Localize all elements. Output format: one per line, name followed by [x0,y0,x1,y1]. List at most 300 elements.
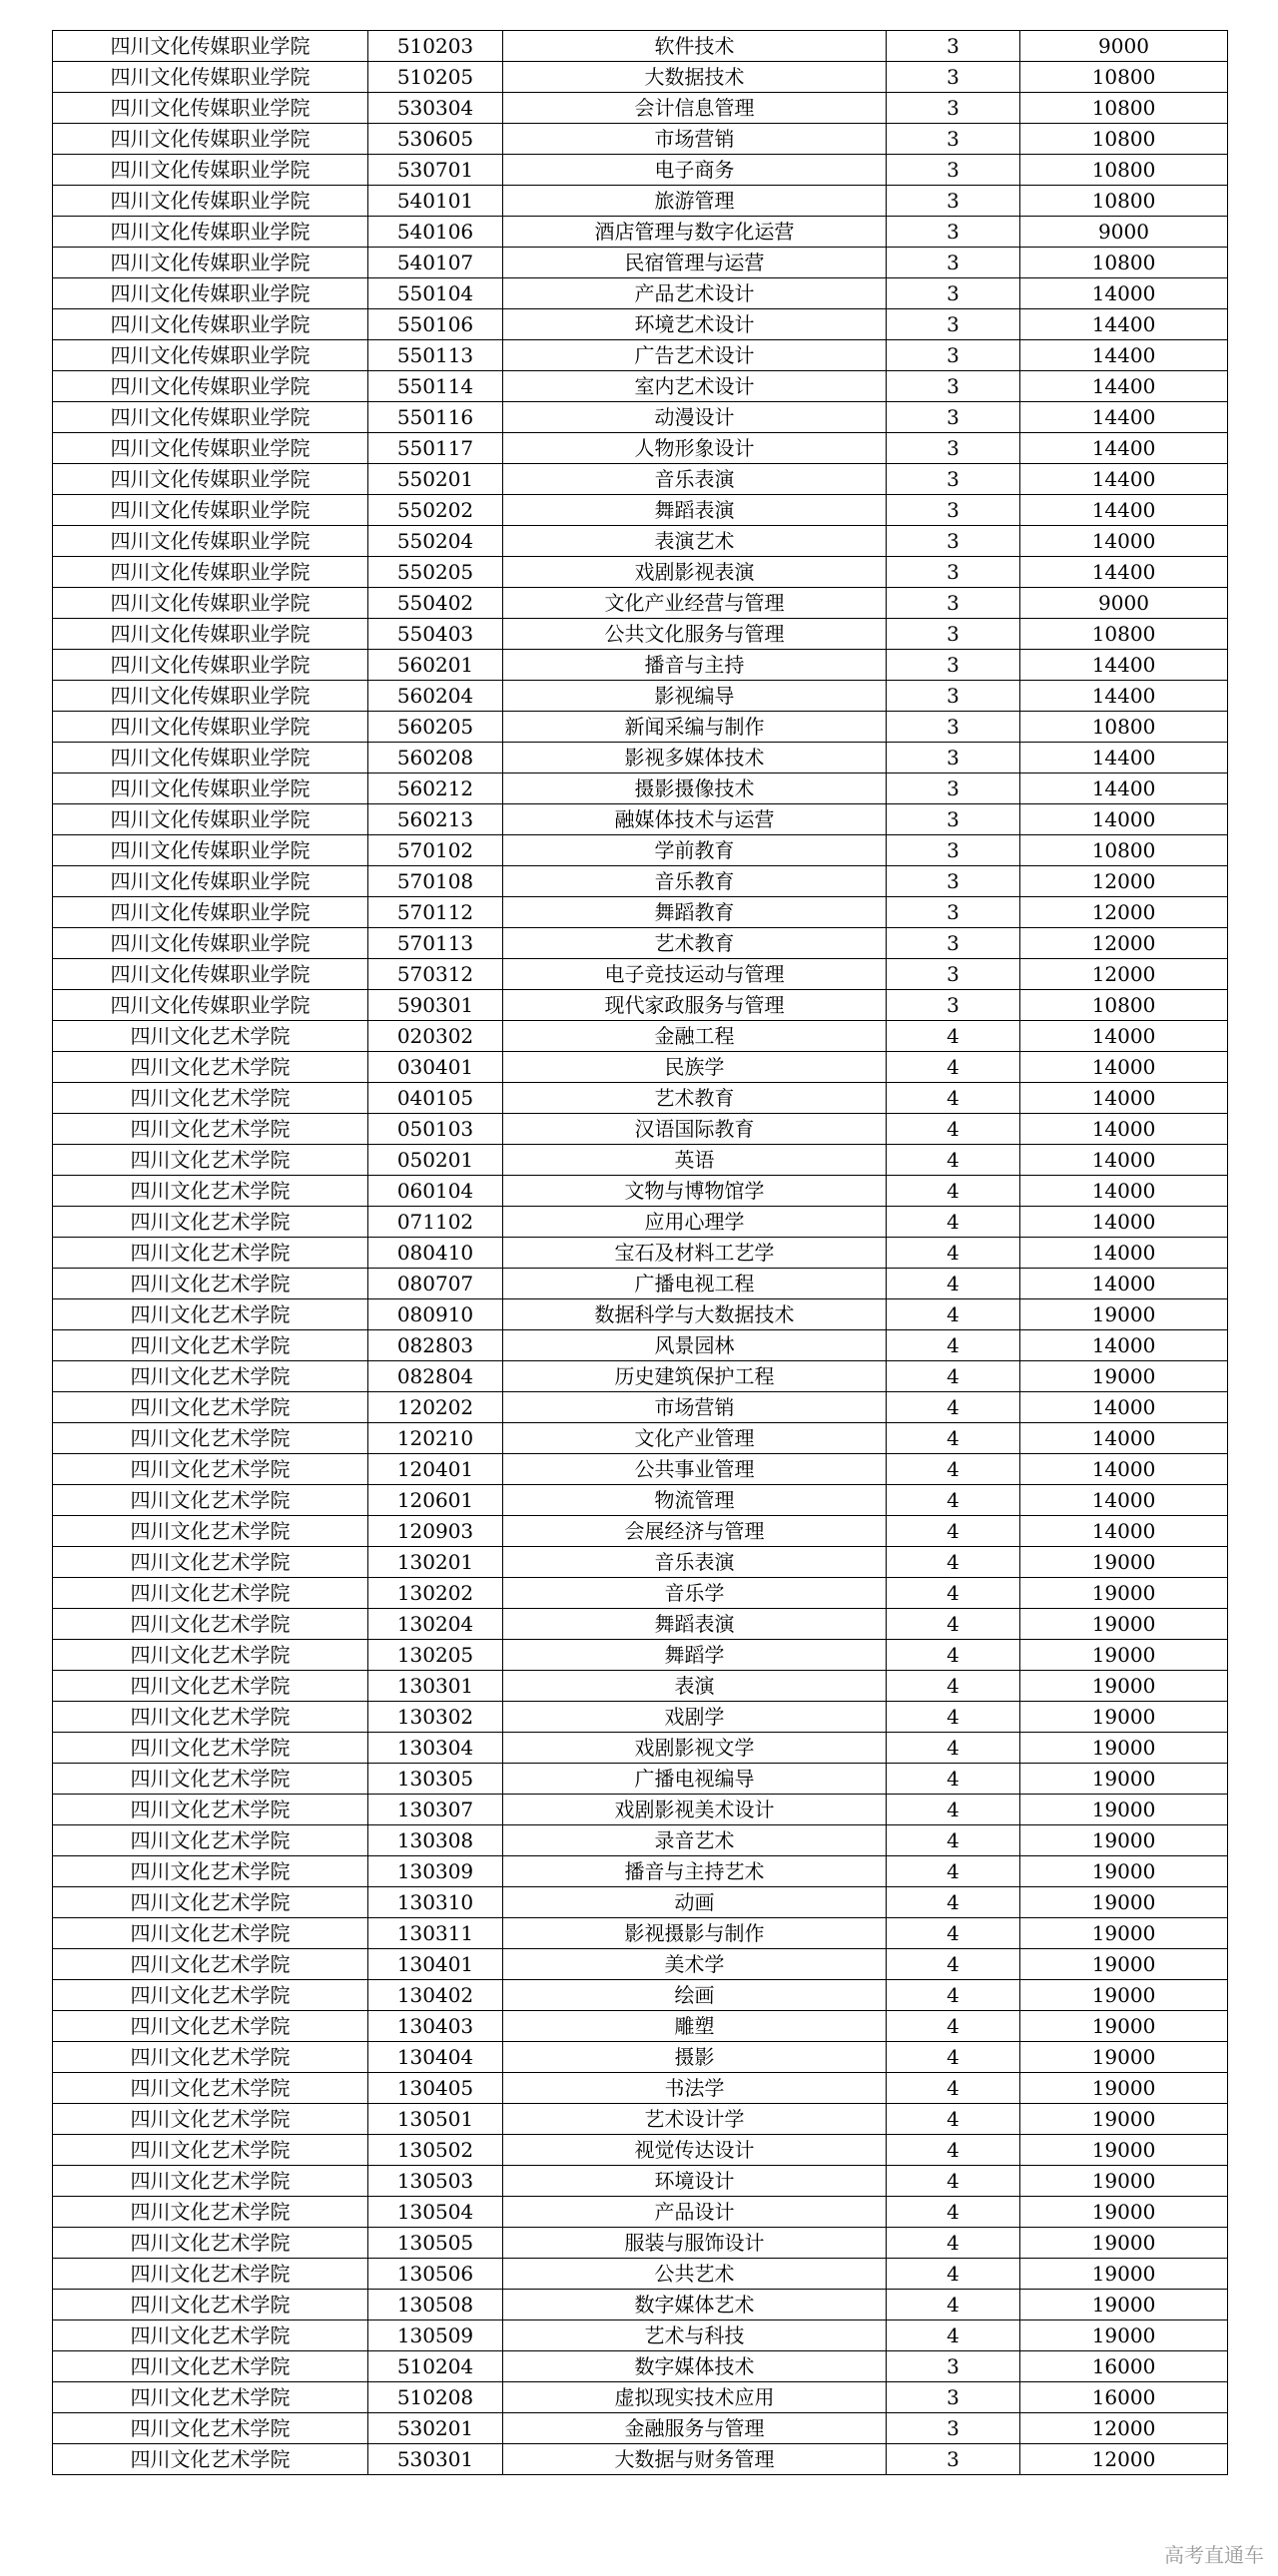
major-code-cell: 550201 [368,464,503,495]
duration-cell: 4 [887,1269,1020,1299]
major-name-cell: 舞蹈教育 [503,897,887,928]
major-name-cell: 文化产业管理 [503,1423,887,1454]
school-name-cell: 四川文化艺术学院 [53,1299,368,1330]
table-row [53,588,1228,619]
table-row [53,1114,1228,1145]
duration-cell: 4 [887,1733,1020,1764]
duration-cell: 4 [887,1176,1020,1207]
tuition-cell: 12000 [1020,897,1228,928]
tuition-cell: 10800 [1020,835,1228,866]
major-code-cell: 530301 [368,2444,503,2475]
duration-cell: 3 [887,2444,1020,2475]
school-name-cell: 四川文化传媒职业学院 [53,773,368,804]
major-code-cell: 130307 [368,1795,503,1825]
duration-cell: 3 [887,464,1020,495]
major-code-cell: 510208 [368,2382,503,2413]
table-row [53,2042,1228,2073]
duration-cell: 4 [887,1238,1020,1269]
table-row [53,650,1228,681]
major-name-cell: 应用心理学 [503,1207,887,1238]
school-name-cell: 四川文化艺术学院 [53,1361,368,1392]
major-name-cell: 美术学 [503,1949,887,1980]
table-row [53,619,1228,650]
major-name-cell: 电子竞技运动与管理 [503,959,887,990]
major-code-cell: 130508 [368,2290,503,2320]
major-code-cell: 130509 [368,2320,503,2351]
major-name-cell: 新闻采编与制作 [503,712,887,743]
major-code-cell: 130204 [368,1609,503,1640]
school-name-cell: 四川文化传媒职业学院 [53,619,368,650]
tuition-cell: 12000 [1020,928,1228,959]
school-name-cell: 四川文化传媒职业学院 [53,743,368,773]
major-name-cell: 软件技术 [503,31,887,62]
major-code-cell: 080707 [368,1269,503,1299]
table-row [53,773,1228,804]
major-name-cell: 影视摄影与制作 [503,1918,887,1949]
school-name-cell: 四川文化艺术学院 [53,2259,368,2290]
duration-cell: 3 [887,217,1020,248]
major-code-cell: 120401 [368,1454,503,1485]
school-name-cell: 四川文化艺术学院 [53,2320,368,2351]
major-name-cell: 大数据与财务管理 [503,2444,887,2475]
duration-cell: 4 [887,1485,1020,1516]
school-name-cell: 四川文化艺术学院 [53,1764,368,1795]
major-code-cell: 560212 [368,773,503,804]
major-name-cell: 产品艺术设计 [503,278,887,309]
tuition-cell: 14000 [1020,1052,1228,1083]
tuition-cell: 14000 [1020,1330,1228,1361]
major-name-cell: 戏剧影视美术设计 [503,1795,887,1825]
table-row [53,2011,1228,2042]
school-name-cell: 四川文化艺术学院 [53,1609,368,1640]
school-name-cell: 四川文化艺术学院 [53,2382,368,2413]
duration-cell: 4 [887,1052,1020,1083]
major-code-cell: 130311 [368,1918,503,1949]
tuition-cell: 19000 [1020,1702,1228,1733]
table-row [53,835,1228,866]
tuition-cell: 10800 [1020,124,1228,155]
table-row [53,1238,1228,1269]
major-code-cell: 130305 [368,1764,503,1795]
school-name-cell: 四川文化艺术学院 [53,2413,368,2444]
major-code-cell: 130302 [368,1702,503,1733]
school-name-cell: 四川文化传媒职业学院 [53,248,368,278]
duration-cell: 4 [887,1887,1020,1918]
major-code-cell: 050103 [368,1114,503,1145]
major-name-cell: 影视编导 [503,681,887,712]
duration-cell: 4 [887,1918,1020,1949]
major-name-cell: 表演艺术 [503,526,887,557]
duration-cell: 4 [887,1702,1020,1733]
school-name-cell: 四川文化艺术学院 [53,1392,368,1423]
major-name-cell: 虚拟现实技术应用 [503,2382,887,2413]
duration-cell: 3 [887,340,1020,371]
tuition-cell: 10800 [1020,712,1228,743]
duration-cell: 4 [887,1361,1020,1392]
table-row [53,1702,1228,1733]
tuition-cell: 14000 [1020,1114,1228,1145]
major-name-cell: 动漫设计 [503,402,887,433]
tuition-cell: 19000 [1020,2259,1228,2290]
tuition-table [52,30,1228,2475]
table-row [53,2135,1228,2166]
school-name-cell: 四川文化传媒职业学院 [53,217,368,248]
table-row [53,804,1228,835]
major-name-cell: 数字媒体技术 [503,2351,887,2382]
duration-cell: 3 [887,650,1020,681]
tuition-cell: 14400 [1020,650,1228,681]
major-name-cell: 电子商务 [503,155,887,186]
school-name-cell: 四川文化传媒职业学院 [53,804,368,835]
duration-cell: 4 [887,2197,1020,2228]
tuition-cell: 19000 [1020,1949,1228,1980]
school-name-cell: 四川文化艺术学院 [53,2042,368,2073]
major-name-cell: 舞蹈表演 [503,495,887,526]
duration-cell: 3 [887,402,1020,433]
school-name-cell: 四川文化传媒职业学院 [53,309,368,340]
major-name-cell: 数据科学与大数据技术 [503,1299,887,1330]
table-row [53,866,1228,897]
major-code-cell: 130502 [368,2135,503,2166]
duration-cell: 3 [887,278,1020,309]
school-name-cell: 四川文化传媒职业学院 [53,835,368,866]
tuition-cell: 19000 [1020,2135,1228,2166]
major-code-cell: 550113 [368,340,503,371]
major-code-cell: 130205 [368,1640,503,1671]
duration-cell: 3 [887,124,1020,155]
major-code-cell: 550205 [368,557,503,588]
duration-cell: 3 [887,804,1020,835]
duration-cell: 3 [887,248,1020,278]
school-name-cell: 四川文化艺术学院 [53,2197,368,2228]
table-row [53,2351,1228,2382]
tuition-cell: 19000 [1020,1764,1228,1795]
major-name-cell: 雕塑 [503,2011,887,2042]
table-row [53,433,1228,464]
duration-cell: 4 [887,1578,1020,1609]
table-row [53,1269,1228,1299]
school-name-cell: 四川文化艺术学院 [53,2166,368,2197]
tuition-cell: 14000 [1020,1485,1228,1516]
major-name-cell: 音乐表演 [503,464,887,495]
table-row [53,2073,1228,2104]
table-row [53,2228,1228,2259]
major-name-cell: 绘画 [503,1980,887,2011]
school-name-cell: 四川文化艺术学院 [53,1578,368,1609]
major-code-cell: 020302 [368,1021,503,1052]
tuition-cell: 19000 [1020,1825,1228,1856]
tuition-cell: 19000 [1020,1980,1228,2011]
school-name-cell: 四川文化传媒职业学院 [53,866,368,897]
major-name-cell: 公共艺术 [503,2259,887,2290]
table-row [53,557,1228,588]
major-name-cell: 室内艺术设计 [503,371,887,402]
duration-cell: 3 [887,773,1020,804]
table-row [53,2444,1228,2475]
duration-cell: 4 [887,1145,1020,1176]
major-name-cell: 民族学 [503,1052,887,1083]
major-name-cell: 大数据技术 [503,62,887,93]
major-code-cell: 550117 [368,433,503,464]
major-code-cell: 130503 [368,2166,503,2197]
major-code-cell: 130405 [368,2073,503,2104]
table-row [53,1454,1228,1485]
table-row [53,897,1228,928]
school-name-cell: 四川文化艺术学院 [53,1176,368,1207]
duration-cell: 4 [887,1392,1020,1423]
duration-cell: 4 [887,2290,1020,2320]
major-name-cell: 影视多媒体技术 [503,743,887,773]
duration-cell: 4 [887,1299,1020,1330]
table-row [53,340,1228,371]
major-name-cell: 民宿管理与运营 [503,248,887,278]
school-name-cell: 四川文化艺术学院 [53,2290,368,2320]
major-name-cell: 艺术与科技 [503,2320,887,2351]
tuition-cell: 14400 [1020,340,1228,371]
duration-cell: 4 [887,1671,1020,1702]
table-row [53,2259,1228,2290]
tuition-cell: 19000 [1020,1918,1228,1949]
major-name-cell: 旅游管理 [503,186,887,217]
duration-cell: 4 [887,1980,1020,2011]
school-name-cell: 四川文化艺术学院 [53,1516,368,1547]
major-code-cell: 540101 [368,186,503,217]
school-name-cell: 四川文化艺术学院 [53,1795,368,1825]
school-name-cell: 四川文化艺术学院 [53,2104,368,2135]
major-code-cell: 590301 [368,990,503,1021]
tuition-cell: 19000 [1020,2228,1228,2259]
duration-cell: 4 [887,1423,1020,1454]
major-code-cell: 550106 [368,309,503,340]
school-name-cell: 四川文化传媒职业学院 [53,928,368,959]
school-name-cell: 四川文化传媒职业学院 [53,650,368,681]
school-name-cell: 四川文化艺术学院 [53,2228,368,2259]
major-name-cell: 数字媒体艺术 [503,2290,887,2320]
major-name-cell: 艺术教育 [503,928,887,959]
major-code-cell: 530701 [368,155,503,186]
table-row [53,155,1228,186]
school-name-cell: 四川文化传媒职业学院 [53,62,368,93]
tuition-cell: 14400 [1020,495,1228,526]
major-name-cell: 金融服务与管理 [503,2413,887,2444]
tuition-cell: 10800 [1020,619,1228,650]
school-name-cell: 四川文化传媒职业学院 [53,433,368,464]
major-code-cell: 530201 [368,2413,503,2444]
school-name-cell: 四川文化传媒职业学院 [53,526,368,557]
major-code-cell: 540106 [368,217,503,248]
school-name-cell: 四川文化传媒职业学院 [53,959,368,990]
table-row [53,2104,1228,2135]
school-name-cell: 四川文化艺术学院 [53,1330,368,1361]
major-name-cell: 戏剧影视表演 [503,557,887,588]
major-code-cell: 130504 [368,2197,503,2228]
major-code-cell: 550402 [368,588,503,619]
table-row [53,62,1228,93]
tuition-cell: 10800 [1020,186,1228,217]
tuition-cell: 14400 [1020,464,1228,495]
table-row [53,1485,1228,1516]
tuition-table-body [53,31,1228,2475]
major-name-cell: 音乐学 [503,1578,887,1609]
tuition-cell: 14000 [1020,1423,1228,1454]
tuition-cell: 19000 [1020,2166,1228,2197]
school-name-cell: 四川文化传媒职业学院 [53,712,368,743]
school-name-cell: 四川文化艺术学院 [53,1207,368,1238]
duration-cell: 3 [887,588,1020,619]
duration-cell: 3 [887,712,1020,743]
duration-cell: 4 [887,2320,1020,2351]
tuition-cell: 14400 [1020,309,1228,340]
major-code-cell: 120210 [368,1423,503,1454]
tuition-cell: 14000 [1020,526,1228,557]
school-name-cell: 四川文化艺术学院 [53,1640,368,1671]
major-name-cell: 现代家政服务与管理 [503,990,887,1021]
major-code-cell: 130403 [368,2011,503,2042]
duration-cell: 3 [887,62,1020,93]
school-name-cell: 四川文化艺术学院 [53,1949,368,1980]
duration-cell: 4 [887,1609,1020,1640]
duration-cell: 3 [887,2382,1020,2413]
major-name-cell: 英语 [503,1145,887,1176]
major-name-cell: 书法学 [503,2073,887,2104]
major-code-cell: 560201 [368,650,503,681]
duration-cell: 3 [887,619,1020,650]
school-name-cell: 四川文化传媒职业学院 [53,990,368,1021]
table-row [53,1207,1228,1238]
school-name-cell: 四川文化艺术学院 [53,1454,368,1485]
duration-cell: 4 [887,1547,1020,1578]
duration-cell: 4 [887,1083,1020,1114]
duration-cell: 4 [887,1454,1020,1485]
duration-cell: 4 [887,1207,1020,1238]
tuition-cell: 10800 [1020,62,1228,93]
table-row [53,2166,1228,2197]
table-row [53,186,1228,217]
major-name-cell: 戏剧学 [503,1702,887,1733]
duration-cell: 4 [887,1114,1020,1145]
school-name-cell: 四川文化艺术学院 [53,1083,368,1114]
tuition-cell: 14400 [1020,402,1228,433]
duration-cell: 4 [887,2228,1020,2259]
tuition-cell: 19000 [1020,2290,1228,2320]
tuition-cell: 9000 [1020,217,1228,248]
tuition-cell: 19000 [1020,1299,1228,1330]
duration-cell: 3 [887,959,1020,990]
school-name-cell: 四川文化传媒职业学院 [53,681,368,712]
major-name-cell: 物流管理 [503,1485,887,1516]
tuition-cell: 14400 [1020,371,1228,402]
table-row [53,402,1228,433]
duration-cell: 3 [887,897,1020,928]
major-code-cell: 130304 [368,1733,503,1764]
tuition-cell: 19000 [1020,1887,1228,1918]
table-row [53,990,1228,1021]
table-row [53,2197,1228,2228]
table-row [53,1640,1228,1671]
duration-cell: 3 [887,371,1020,402]
major-code-cell: 510203 [368,31,503,62]
table-row [53,1856,1228,1887]
major-name-cell: 宝石及材料工艺学 [503,1238,887,1269]
tuition-cell: 19000 [1020,1733,1228,1764]
duration-cell: 4 [887,2042,1020,2073]
table-row [53,1918,1228,1949]
school-name-cell: 四川文化艺术学院 [53,1114,368,1145]
table-row [53,124,1228,155]
school-name-cell: 四川文化艺术学院 [53,1485,368,1516]
table-row [53,681,1228,712]
major-name-cell: 会计信息管理 [503,93,887,124]
major-name-cell: 广播电视编导 [503,1764,887,1795]
school-name-cell: 四川文化艺术学院 [53,1918,368,1949]
tuition-cell: 19000 [1020,1640,1228,1671]
duration-cell: 3 [887,526,1020,557]
major-name-cell: 市场营销 [503,124,887,155]
duration-cell: 3 [887,309,1020,340]
major-code-cell: 082804 [368,1361,503,1392]
major-name-cell: 环境设计 [503,2166,887,2197]
major-name-cell: 艺术设计学 [503,2104,887,2135]
table-row [53,371,1228,402]
table-row [53,1764,1228,1795]
major-name-cell: 文物与博物馆学 [503,1176,887,1207]
table-row [53,1021,1228,1052]
major-code-cell: 130506 [368,2259,503,2290]
table-row [53,1795,1228,1825]
tuition-cell: 14000 [1020,1269,1228,1299]
school-name-cell: 四川文化艺术学院 [53,1980,368,2011]
major-code-cell: 560213 [368,804,503,835]
tuition-cell: 14000 [1020,1145,1228,1176]
duration-cell: 3 [887,186,1020,217]
school-name-cell: 四川文化传媒职业学院 [53,31,368,62]
major-name-cell: 动画 [503,1887,887,1918]
major-code-cell: 510205 [368,62,503,93]
major-code-cell: 130505 [368,2228,503,2259]
major-name-cell: 广播电视工程 [503,1269,887,1299]
tuition-cell: 12000 [1020,2444,1228,2475]
major-code-cell: 080410 [368,1238,503,1269]
school-name-cell: 四川文化艺术学院 [53,2351,368,2382]
duration-cell: 3 [887,743,1020,773]
tuition-cell: 14400 [1020,773,1228,804]
table-row [53,217,1228,248]
school-name-cell: 四川文化艺术学院 [53,1825,368,1856]
major-code-cell: 120601 [368,1485,503,1516]
major-code-cell: 550202 [368,495,503,526]
tuition-cell: 10800 [1020,93,1228,124]
duration-cell: 4 [887,2135,1020,2166]
major-code-cell: 030401 [368,1052,503,1083]
tuition-cell: 14000 [1020,1176,1228,1207]
table-row [53,2413,1228,2444]
major-code-cell: 510204 [368,2351,503,2382]
table-row [53,959,1228,990]
major-name-cell: 广告艺术设计 [503,340,887,371]
duration-cell: 4 [887,2259,1020,2290]
tuition-cell: 14400 [1020,681,1228,712]
tuition-cell: 19000 [1020,1361,1228,1392]
school-name-cell: 四川文化艺术学院 [53,1052,368,1083]
tuition-cell: 19000 [1020,2042,1228,2073]
major-code-cell: 560204 [368,681,503,712]
major-code-cell: 560208 [368,743,503,773]
duration-cell: 3 [887,155,1020,186]
table-row [53,1299,1228,1330]
tuition-cell: 19000 [1020,1578,1228,1609]
major-name-cell: 音乐表演 [503,1547,887,1578]
school-name-cell: 四川文化艺术学院 [53,1145,368,1176]
